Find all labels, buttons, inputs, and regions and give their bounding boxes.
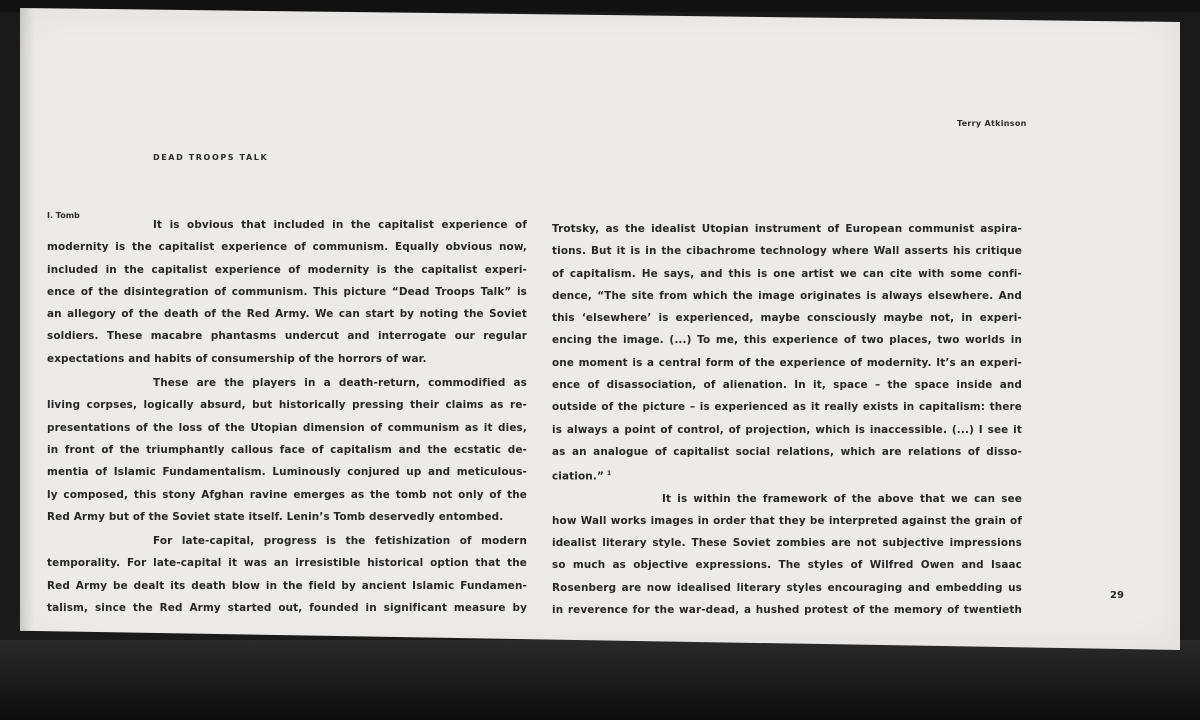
text-line [47,506,527,528]
text-line [552,352,1022,374]
text-line [552,285,1022,307]
text-line-content: this ‘elsewhere’ is experienced, maybe consciously maybe not, in experi- [552,312,1022,325]
text-line-content: It is obvious that included in the capitalist experience of [153,219,527,231]
text-line-content: ciation.” [552,470,604,483]
text-line [552,577,1022,599]
text-line-content: tions. But it is in the cibachrome technology where Wall asserts his critique [552,245,1022,258]
text-line-content: in front of the triumphantly callous face of capitalism and the ecstatic de- [47,443,527,456]
background-bottom [0,640,1200,720]
text-line-content: modernity is the capitalist experience of communism. Equally obvious now, [47,241,527,254]
text-line-content: so much as objective expressions. The styles of Wilfred Owen and Isaac [552,559,1022,572]
text-line-content: It is within the framework of the above that we can see [662,492,1022,505]
text-line-content: dence, “The site from which the image originates is always elsewhere. And [552,289,1022,302]
text-line [47,552,527,574]
footnote-marker: 1 [606,470,612,478]
text-line [552,441,1022,463]
text-line [47,575,527,597]
text-line [47,259,527,281]
text-line-content: living corpses, logically absurd, but historically pressing their claims as re- [47,399,527,412]
text-line [552,218,1022,240]
text-line [47,281,527,303]
essay-title: DEAD TROOPS TALK [153,153,269,162]
text-line-content: Trotsky, as the idealist Utopian instrument of European communist aspira- [552,223,1022,235]
running-head-author: Terry Atkinson [957,119,1027,128]
text-line-content: mentia of Islamic Fundamentalism. Luminously conjured up and meticulous- [47,466,527,479]
text-line [552,263,1022,285]
text-line-content: soldiers. These macabre phantasms undercut and interrogate our regular [47,330,527,343]
text-line-content: Rosenberg are now idealised literary styles encouraging and embedding us [552,581,1022,594]
text-line [47,439,527,461]
text-line [47,372,527,394]
text-line [552,419,1022,441]
text-line-content: Red Army but of the Soviet state itself. Lenin’s Tomb deservedly entombed. [47,510,504,523]
text-line-content: idealist literary style. These Soviet zombies are not subjective impressions [552,537,1022,550]
text-line [47,348,527,370]
text-line-content: talism, since the Red Army started out, founded in significant measure by [47,602,527,615]
text-line [552,240,1022,262]
text-line-content: is always a point of control, of projection, which is inaccessible. (...) I see it [552,423,1022,436]
text-line-content: an allegory of the death of the Red Army. We can start by noting the Soviet [47,308,527,321]
text-line [47,325,527,347]
text-line [47,303,527,325]
right-text-column [552,218,1022,621]
text-line-content: presentations of the loss of the Utopian dimension of communism as it dies, [47,421,527,434]
text-line [552,396,1022,418]
text-line-content: These are the players in a death-return, commodified as [153,377,527,390]
text-line-content: of capitalism. He says, and this is one artist we can cite with some confi- [552,267,1022,280]
text-line-content: outside of the picture – is experienced as it really exists in capitalism: there [552,401,1022,414]
text-line [552,329,1022,351]
page-number: 29 [1110,590,1124,601]
text-line [47,461,527,483]
text-line-content: expectations and habits of consumership of the horrors of war. [47,352,427,365]
text-line [552,599,1022,621]
text-line [552,374,1022,396]
page-gutter-shadow [20,8,34,630]
text-line [552,532,1022,554]
text-line [552,510,1022,532]
text-line [47,597,527,619]
text-line [47,484,527,506]
text-line-content: encing the image. (...) To me, this experience of two places, two worlds in [552,334,1022,347]
text-line-content: one moment is a central form of the experience of modernity. It’s an experi- [552,356,1022,369]
left-text-column [47,214,527,619]
text-line [47,236,527,258]
text-line-content: temporality. For late-capital it was an irresistible historical option that the [47,557,527,570]
text-line-content: as an analogue of capitalist social relations, which are relations of disso- [552,445,1022,458]
text-line [552,307,1022,329]
text-line-content: how Wall works images in order that they be interpreted against the grain of [552,514,1022,527]
text-line [47,530,527,552]
text-line-content: Red Army be dealt its death blow in the field by ancient Islamic Fundamen- [47,579,527,592]
section-label: I. Tomb [47,211,80,220]
text-line-content: ence of disassociation, of alienation. In it, space – the space inside and [552,379,1022,392]
text-line-content: included in the capitalist experience of modernity is the capitalist experi- [47,263,527,276]
text-line [552,488,1022,510]
text-line [47,214,527,236]
text-line-content: in reverence for the war-dead, a hushed protest of the memory of twentieth [552,604,1022,617]
text-line [552,463,1022,485]
text-line-content: For late-capital, progress is the fetishization of modern [153,535,527,548]
text-line-content: ence of the disintegration of communism. This picture “Dead Troops Talk” is [47,285,527,298]
text-line [47,417,527,439]
text-line [552,554,1022,576]
text-line-content: ly composed, this stony Afghan ravine emerges as the tomb not only of the [47,488,527,501]
text-line [47,394,527,416]
